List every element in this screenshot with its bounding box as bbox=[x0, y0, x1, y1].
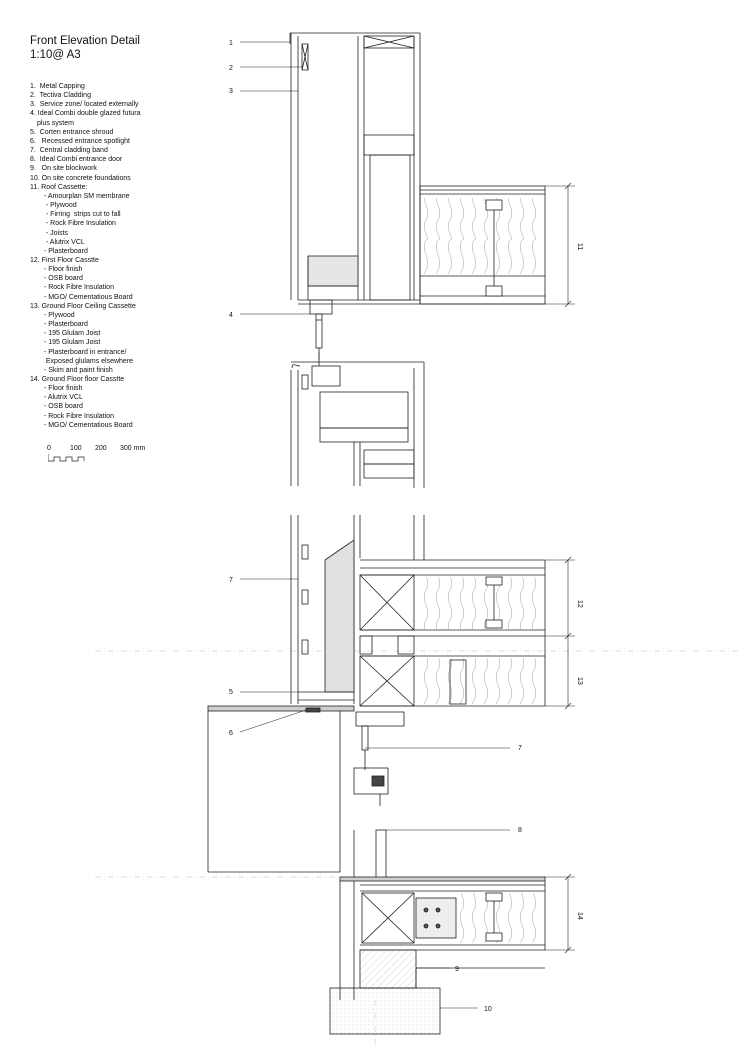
title-line-1: Front Elevation Detail bbox=[30, 35, 140, 47]
callout-leaders bbox=[240, 42, 510, 1008]
legend-item: 5. Corten entrance shroud bbox=[30, 128, 114, 136]
legend-item: - Floor finish bbox=[42, 266, 83, 274]
scale-label: 100 bbox=[70, 445, 82, 452]
callout-2: 2 bbox=[229, 65, 233, 72]
legend-item: - Joists bbox=[42, 229, 69, 237]
legend-item: - OSB board bbox=[42, 403, 83, 411]
entrance-shroud bbox=[208, 692, 404, 880]
legend-item: 11. Roof Cassette: bbox=[30, 183, 88, 191]
legend-item: 13. Ground Floor Ceiling Cassette bbox=[30, 302, 136, 310]
legend-item: - OSB board bbox=[42, 275, 83, 283]
callout-7-lower: 7 bbox=[518, 745, 522, 752]
legend-item: 9. On site blockwork bbox=[30, 165, 97, 173]
legend-item: - Skim and paint finish bbox=[42, 366, 113, 374]
scale-label: 200 bbox=[95, 445, 107, 452]
legend-item: 2. Tectiva Cladding bbox=[30, 92, 91, 100]
legend-item: - 195 Glulam Joist bbox=[42, 330, 101, 338]
legend-item: - MGO/ Cementatious Board bbox=[42, 293, 133, 301]
legend-item: - Rock Fibre Insulation bbox=[42, 284, 114, 292]
legend-item: - Amourplan SM membrane bbox=[42, 192, 130, 200]
legend-item: - Plasterboard bbox=[42, 321, 88, 329]
callout-3: 3 bbox=[229, 88, 233, 95]
legend-item: - Plywood bbox=[42, 311, 75, 319]
legend-item: - Rock Fibre Insulation bbox=[42, 412, 114, 420]
roof-cassette bbox=[420, 186, 545, 304]
legend-item: - Firring strips cut to fall bbox=[42, 211, 121, 219]
dim-label-13: 13 bbox=[576, 677, 583, 685]
legend-item: - Plasterboard in entrance/ bbox=[42, 348, 127, 356]
callout-1: 1 bbox=[229, 40, 233, 47]
dim-label-11: 11 bbox=[576, 243, 583, 251]
legend-item: 10. On site concrete foundations bbox=[30, 174, 131, 182]
window-frame-4 bbox=[310, 300, 332, 360]
ground-floor-cassette bbox=[330, 877, 545, 1034]
dimension-lines bbox=[545, 183, 575, 953]
callout-6: 6 bbox=[229, 730, 233, 737]
legend-item: - Floor finish bbox=[42, 385, 83, 393]
lower-wall-section bbox=[291, 515, 545, 706]
legend-item: 8. Ideal Combi entrance door bbox=[30, 156, 123, 164]
legend-item: 12. First Floor Casstte bbox=[30, 256, 99, 264]
legend-item: 1. Metal Capping bbox=[30, 83, 85, 90]
scale-label: 0 bbox=[47, 445, 51, 452]
callout-10: 10 bbox=[484, 1006, 492, 1013]
dim-label-12: 12 bbox=[576, 600, 583, 608]
title-line-2: 1:10@ A3 bbox=[30, 49, 81, 61]
legend-item: - 195 Glulam Joist bbox=[42, 339, 101, 347]
callout-4: 4 bbox=[229, 312, 233, 319]
callout-7-upper: 7 bbox=[229, 577, 233, 584]
legend-item: 3. Service zone/ located externally bbox=[30, 101, 139, 109]
legend-item: - Rock Fibre Insulation bbox=[42, 220, 116, 228]
legend-item: plus system bbox=[37, 119, 74, 127]
legend-item: Exposed glulams elsewhere bbox=[42, 357, 134, 365]
callout-8: 8 bbox=[518, 827, 522, 834]
legend-item: 7. Central cladding band bbox=[30, 147, 108, 155]
legend-item: 14. Ground Floor floor Casstte bbox=[30, 376, 125, 383]
scale-label: 300 mm bbox=[120, 445, 146, 452]
legend-item: - Alutrix VCL bbox=[42, 394, 83, 402]
legend-item: - Plasterboard bbox=[42, 247, 88, 255]
legend-item: - Alutrix VCL bbox=[42, 238, 85, 246]
legend-item: 4. Ideal Combi double glazed futura bbox=[30, 110, 141, 118]
centre-lines bbox=[95, 651, 740, 1045]
callout-5: 5 bbox=[229, 689, 233, 696]
callout-9: 9 bbox=[455, 966, 459, 973]
legend-item: - Plywood bbox=[42, 202, 77, 210]
middle-wall-section bbox=[291, 352, 424, 488]
legend-item: 6. Recessed entrance spotlight bbox=[30, 137, 131, 145]
legend-item: - MGO/ Cementatious Board bbox=[42, 421, 133, 429]
dim-label-14: 14 bbox=[576, 912, 583, 920]
